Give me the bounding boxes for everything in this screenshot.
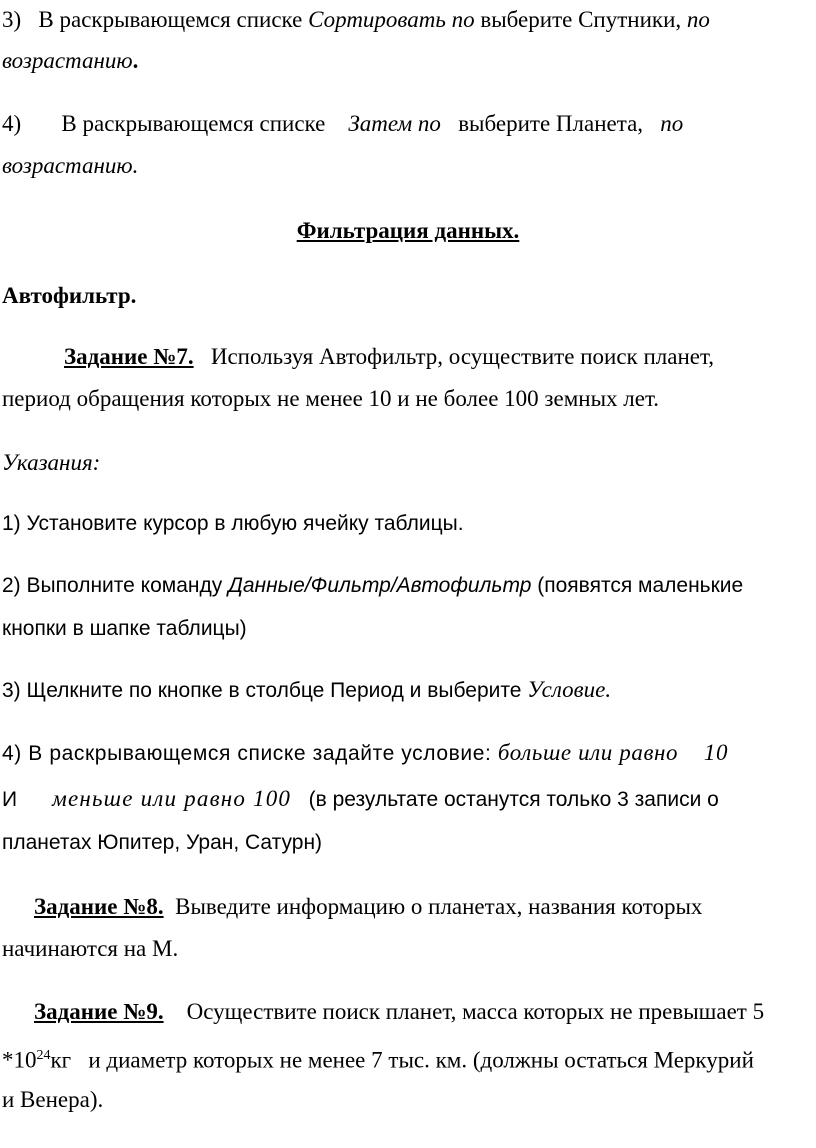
task-8: Задание №8. Выведите информацию о планетах, названия которых bbox=[34, 894, 703, 919]
task-9-cont: $*10^{24}кг$ и диаметр которых не менее 7 тыс. км. (должны остаться Меркурий bbox=[2, 1047, 754, 1073]
hint-1: 1) Установите курсор в любую ячейку таблицы. bbox=[2, 512, 464, 535]
task-8-cont: начинаются на М. bbox=[2, 936, 179, 961]
hint-3: 3) Щелкните по кнопке в столбце Период и выберите Условие. bbox=[2, 677, 612, 702]
task-7-cont: период обращения которых не менее 10 и не более 100 земных лет. bbox=[2, 386, 660, 411]
hint-2: 2) Выполните команду Данные/Фильтр/Автофильтр (появятся маленькие bbox=[2, 574, 744, 597]
hints-title: Указания: bbox=[2, 450, 101, 475]
task-9-cont2: и Венера). bbox=[2, 1087, 104, 1112]
hint-4: 4) В раскрывающемся списке задайте условие: больше или равно 10 bbox=[2, 740, 729, 765]
hint-4-cont: И меньше или равно 100 (в результате останутся только 3 записи о bbox=[2, 786, 719, 811]
task-9-label: Задание №9. bbox=[34, 999, 164, 1024]
step-number: 3) bbox=[2, 7, 22, 32]
task-8-label: Задание №8. bbox=[34, 894, 164, 919]
task-7-label: Задание №7. bbox=[64, 344, 194, 369]
task-7: Задание №7. Используя Автофильтр, осуществите поиск планет, bbox=[64, 344, 715, 369]
subheading: Автофильтр. bbox=[2, 283, 137, 308]
step-4: 4) В раскрывающемся списке Затем по выберите Планета, по bbox=[2, 111, 684, 136]
step-3: 3) В раскрывающемся списке Сортировать по выберите Спутники, по bbox=[2, 7, 710, 32]
hint-4-cont2: планетах Юпитер, Уран, Сатурн) bbox=[2, 831, 323, 854]
step-3-cont: возрастанию. bbox=[2, 48, 139, 73]
section-heading: Фильтрация данных. bbox=[296, 218, 520, 243]
hint-2-cont: кнопки в шапке таблицы) bbox=[2, 617, 247, 640]
task-9: Задание №9. Осуществите поиск планет, масса которых не превышает 5 bbox=[34, 999, 765, 1024]
step-4-cont: возрастанию. bbox=[2, 153, 139, 178]
